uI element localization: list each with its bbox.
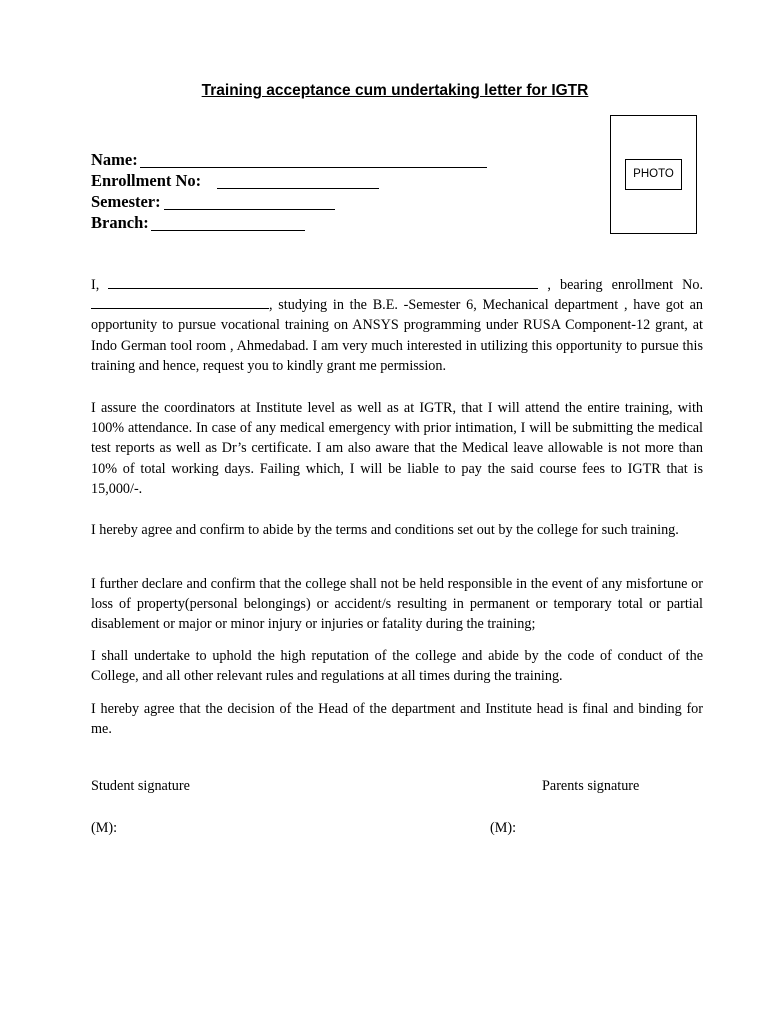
name-label: Name: [91, 150, 138, 169]
enrollment-field-line[interactable] [217, 188, 379, 189]
paragraph-decision: I hereby agree that the decision of the Head of the department and Institute head is final and binding for me. [91, 701, 703, 738]
name-field-line[interactable] [140, 167, 487, 168]
intro-after-name: , bearing enrollment No. [547, 277, 704, 293]
student-mobile-label: (M): [91, 820, 118, 836]
paragraph-intro [91, 275, 703, 376]
photo-label: PHOTO [625, 159, 682, 190]
branch-label: Branch: [91, 213, 149, 232]
enrollment-label: Enrollment No: [91, 171, 202, 190]
paragraph-conduct: I shall undertake to uphold the high reputation of the college and abide by the code of conduct of the College, and all other relevant rules and regulations at all times during the training. [91, 648, 703, 685]
branch-field-line[interactable] [151, 230, 305, 231]
semester-label: Semester: [91, 192, 161, 211]
parents-signature-label: Parents signature [542, 778, 640, 794]
paragraph-attendance: I assure the coordinators at Institute level as well as at IGTR, that I will attend the entire training, with 100% attendance. In case of any medical emergency with prior intimation, I will be submitting the medical test reports as well as Dr’s certificate. I am also aware that the Medical leave allowable is not more than 10% of total working days. Failing which, I will be liable to pay the said course fees to IGTR that is 15,000/-. [91, 400, 703, 497]
enrollment-number-blank[interactable] [91, 295, 269, 309]
photo-placeholder [610, 115, 697, 234]
semester-field-line[interactable] [164, 209, 335, 210]
intro-body: , studying in the B.E. -Semester 6, Mechanical department , have got an opportunity to pursue vocational training on ANSYS programming under RUSA Component-12 grant, at Indo German tool room , Ahmedabad. I am very much interested in utilizing this opportunity to pursue this training and hence, request you to kindly grant me permission. [91, 297, 703, 374]
paragraph-liability: I further declare and confirm that the college shall not be held responsible in the event of any misfortune or loss of property(personal belongings) or accident/s resulting in permanent or temporary total or partial disablement or major or minor injury or injuries or fatality during the training; [91, 576, 703, 633]
paragraph-terms: I hereby agree and confirm to abide by the terms and conditions set out by the college for such training. [91, 522, 679, 538]
parents-mobile-label: (M): [490, 820, 517, 836]
student-name-blank[interactable] [108, 275, 538, 289]
letter-title: Training acceptance cum undertaking letter for IGTR [201, 82, 589, 99]
student-signature-label: Student signature [91, 778, 190, 794]
intro-start: I, [91, 277, 100, 293]
